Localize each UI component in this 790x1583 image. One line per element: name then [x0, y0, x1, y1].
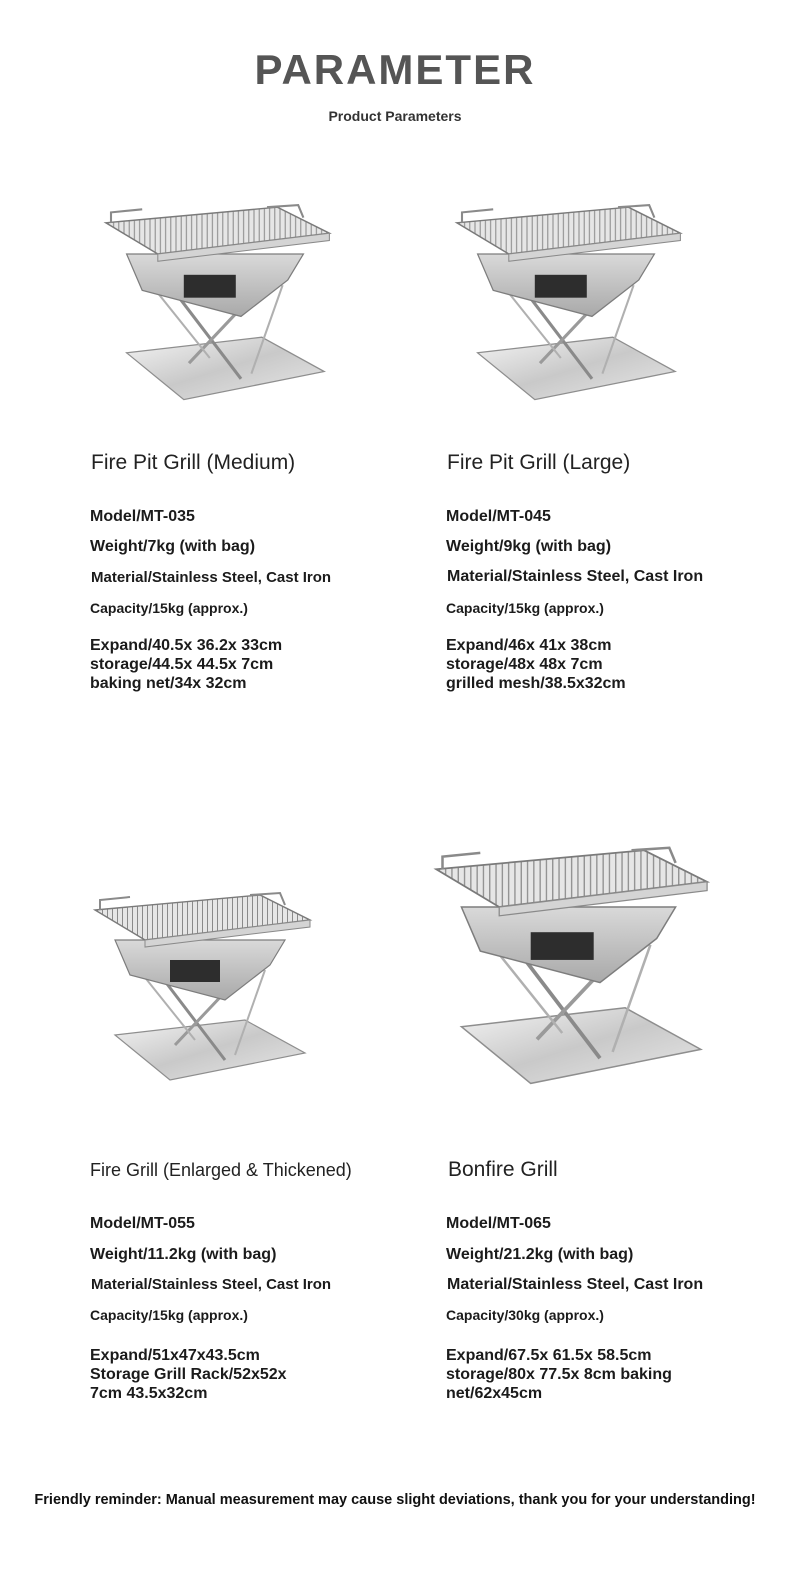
product-capacity: Capacity/15kg (approx.) [446, 600, 604, 616]
product-weight: Weight/11.2kg (with bag) [90, 1246, 277, 1263]
product-card-enlarged [90, 860, 420, 1420]
product-card-bonfire [446, 820, 776, 1420]
page-title: PARAMETER [254, 46, 536, 93]
fire-pit-grill-image [411, 820, 726, 1120]
product-model: Model/MT-035 [90, 508, 195, 525]
product-name: Fire Grill (Enlarged & Thickened) [90, 1160, 352, 1180]
page-subtitle: Product Parameters [328, 108, 462, 124]
product-dimensions: Expand/40.5x 36.2x 33cm storage/44.5x 44.5x 7cm baking net/34x 32cm [90, 637, 283, 692]
product-name: Bonfire Grill [448, 1158, 558, 1181]
fire-pit-grill-image [75, 860, 325, 1120]
product-name: Fire Pit Grill (Large) [447, 451, 631, 474]
product-material: Material/Stainless Steel, Cast Iron [447, 568, 704, 585]
product-card-medium [90, 196, 420, 716]
product-capacity: Capacity/30kg (approx.) [446, 1307, 604, 1323]
product-card-large [446, 196, 776, 716]
product-material: Material/Stainless Steel, Cast Iron [447, 1276, 704, 1293]
product-weight: Weight/7kg (with bag) [90, 538, 256, 555]
product-model: Model/MT-055 [90, 1215, 195, 1232]
product-capacity: Capacity/15kg (approx.) [90, 600, 248, 616]
product-capacity: Capacity/15kg (approx.) [90, 1307, 248, 1323]
fire-pit-grill-image [85, 196, 345, 416]
product-weight: Weight/9kg (with bag) [446, 538, 612, 555]
product-material: Material/Stainless Steel, Cast Iron [91, 569, 332, 586]
friendly-reminder: Friendly reminder: Manual measurement may cause slight deviations, thank you for your understanding! [34, 1492, 756, 1508]
page-header [0, 44, 790, 124]
product-model: Model/MT-065 [446, 1215, 551, 1232]
product-name: Fire Pit Grill (Medium) [91, 451, 296, 474]
product-weight: Weight/21.2kg (with bag) [446, 1246, 634, 1263]
product-dimensions: Expand/51x47x43.5cm Storage Grill Rack/52x52x 7cm 43.5x32cm [90, 1347, 287, 1402]
product-model: Model/MT-045 [446, 508, 551, 525]
product-dimensions: Expand/67.5x 61.5x 58.5cm storage/80x 77.5x 8cm baking net/62x45cm [446, 1347, 672, 1402]
fire-pit-grill-image [436, 196, 696, 416]
product-dimensions: Expand/46x 41x 38cm storage/48x 48x 7cm grilled mesh/38.5x32cm [446, 637, 626, 692]
product-material: Material/Stainless Steel, Cast Iron [91, 1276, 332, 1293]
